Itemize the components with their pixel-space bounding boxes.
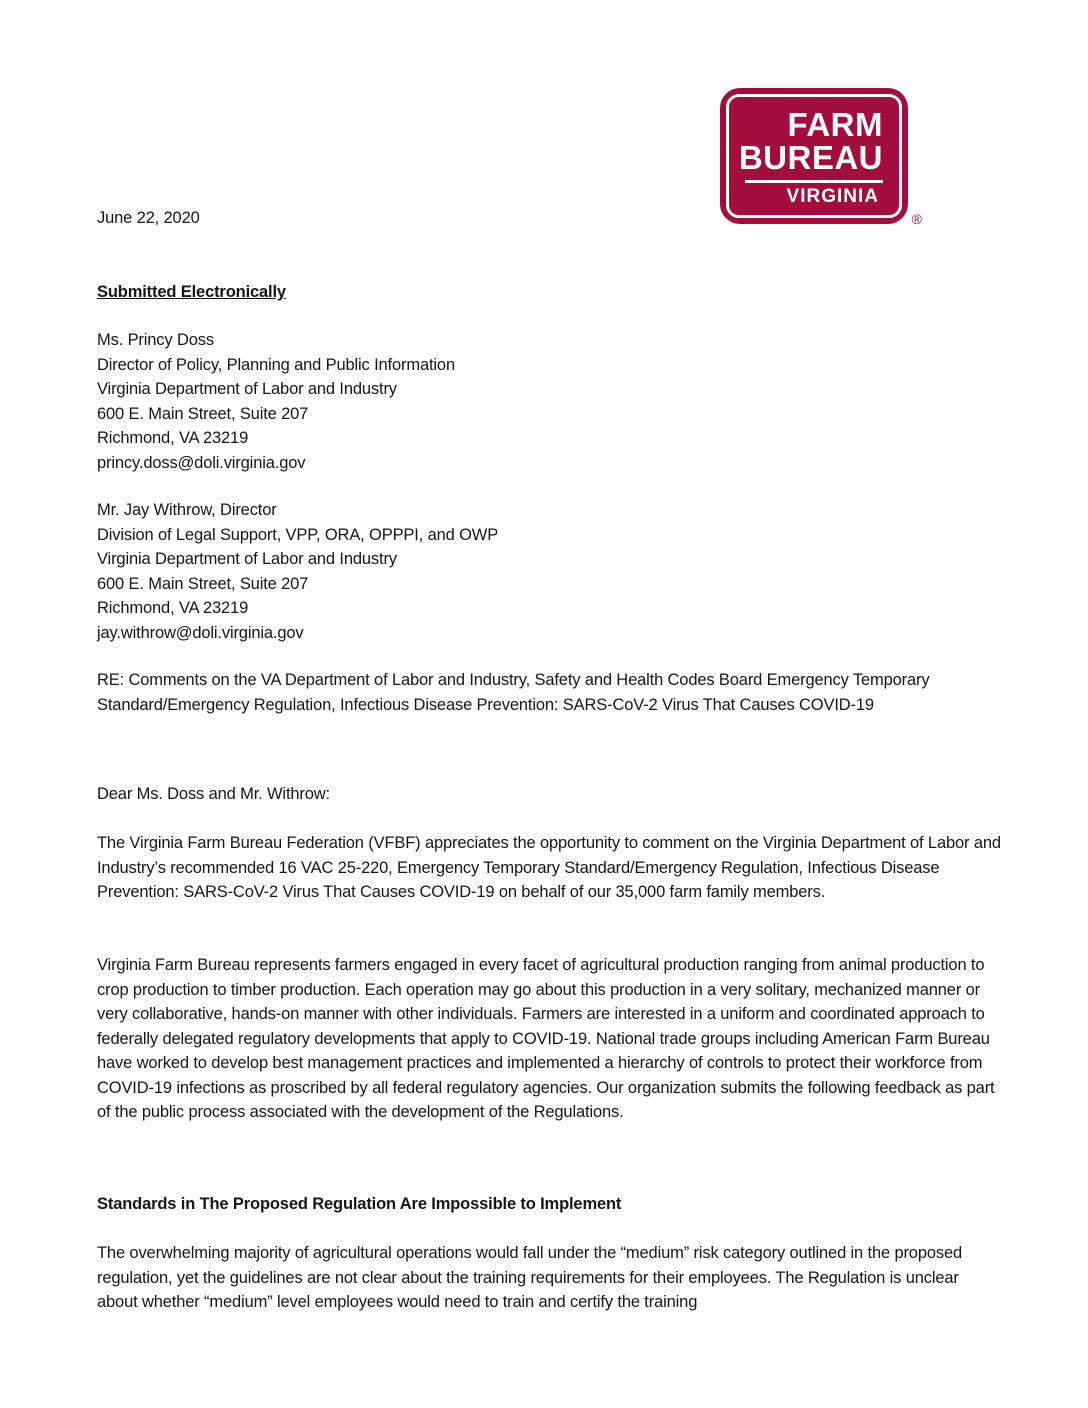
recipient-street: 600 E. Main Street, Suite 207 xyxy=(97,574,309,593)
farm-bureau-virginia-logo xyxy=(720,88,922,227)
recipient-email: princy.doss@doli.virginia.gov xyxy=(97,453,306,472)
subject-line: RE: Comments on the VA Department of Labor and Industry, Safety and Health Codes Board Emergency Temporary Standard/Emergency Regulation, Infectious Disease Prevention: SARS-CoV-2 Virus That Causes COVID-19 xyxy=(97,671,930,714)
logo-word-virginia: VIRGINIA xyxy=(786,185,879,207)
recipient-city: Richmond, VA 23219 xyxy=(97,429,249,447)
recipient-name: Ms. Princy Doss xyxy=(97,331,214,349)
recipient-name: Mr. Jay Withrow, Director xyxy=(97,501,277,519)
recipient-email: jay.withrow@doli.virginia.gov xyxy=(97,623,304,642)
logo-divider-rule xyxy=(745,180,883,183)
registered-trademark-icon: ® xyxy=(911,211,922,227)
recipient-block-withrow xyxy=(97,498,1003,645)
logo-word-bureau: BUREAU xyxy=(738,139,883,176)
logo-word-farm: FARM xyxy=(787,106,883,143)
recipient-org: Virginia Department of Labor and Industry xyxy=(97,550,397,568)
recipient-title: Director of Policy, Planning and Public Information xyxy=(97,355,455,374)
recipient-org: Virginia Department of Labor and Industry xyxy=(97,380,397,398)
recipient-title: Division of Legal Support, VPP, ORA, OPPPI, and OWP xyxy=(97,525,499,544)
logo-red-box xyxy=(720,88,908,224)
section-heading: Standards in The Proposed Regulation Are Impossible to Implement xyxy=(97,1195,622,1213)
letter-date: June 22, 2020 xyxy=(97,209,200,227)
recipient-block-doss xyxy=(97,328,1003,475)
submitted-notice: Submitted Electronically xyxy=(97,283,286,301)
recipient-city: Richmond, VA 23219 xyxy=(97,599,249,617)
paragraph-1: The Virginia Farm Bureau Federation (VFBF) appreciates the opportunity to comment on the Virginia Department of Labor and Industry’s recommended 16 VAC 25-220, Emergency Temporary Standard/Emergency Regulation, Infectious Disease Prevention: SARS-CoV-2 Virus That Causes COVID-19 on behalf of our 35,000 farm family members. xyxy=(97,834,1001,901)
paragraph-3: The overwhelming majority of agricultural operations would fall under the “medium” risk category outlined in the proposed regulation, yet the guidelines are not clear about the training requirements for their employees. The Regulation is unclear about whether “medium” level employees would need to train and certify the training xyxy=(97,1244,963,1311)
recipient-street: 600 E. Main Street, Suite 207 xyxy=(97,404,309,423)
salutation: Dear Ms. Doss and Mr. Withrow: xyxy=(97,785,330,803)
paragraph-2: Virginia Farm Bureau represents farmers engaged in every facet of agricultural production ranging from animal production to crop production to timber production. Each operation may go about this production in a very solitary, mechanized manner or very collaborative, hands-on manner with other individuals. Farmers are interested in a uniform and coordinated approach to federally delegated regulatory developments that apply to COVID-19. National trade groups including American Farm Bureau have worked to develop best management practices and implemented a hierarchy of controls to protect their workforce from COVID-19 infections as proscribed by all federal regulatory agencies. Our organization submits the following feedback as part of the public process associated with the development of the Regulations. xyxy=(97,956,995,1121)
logo-text xyxy=(729,97,899,215)
